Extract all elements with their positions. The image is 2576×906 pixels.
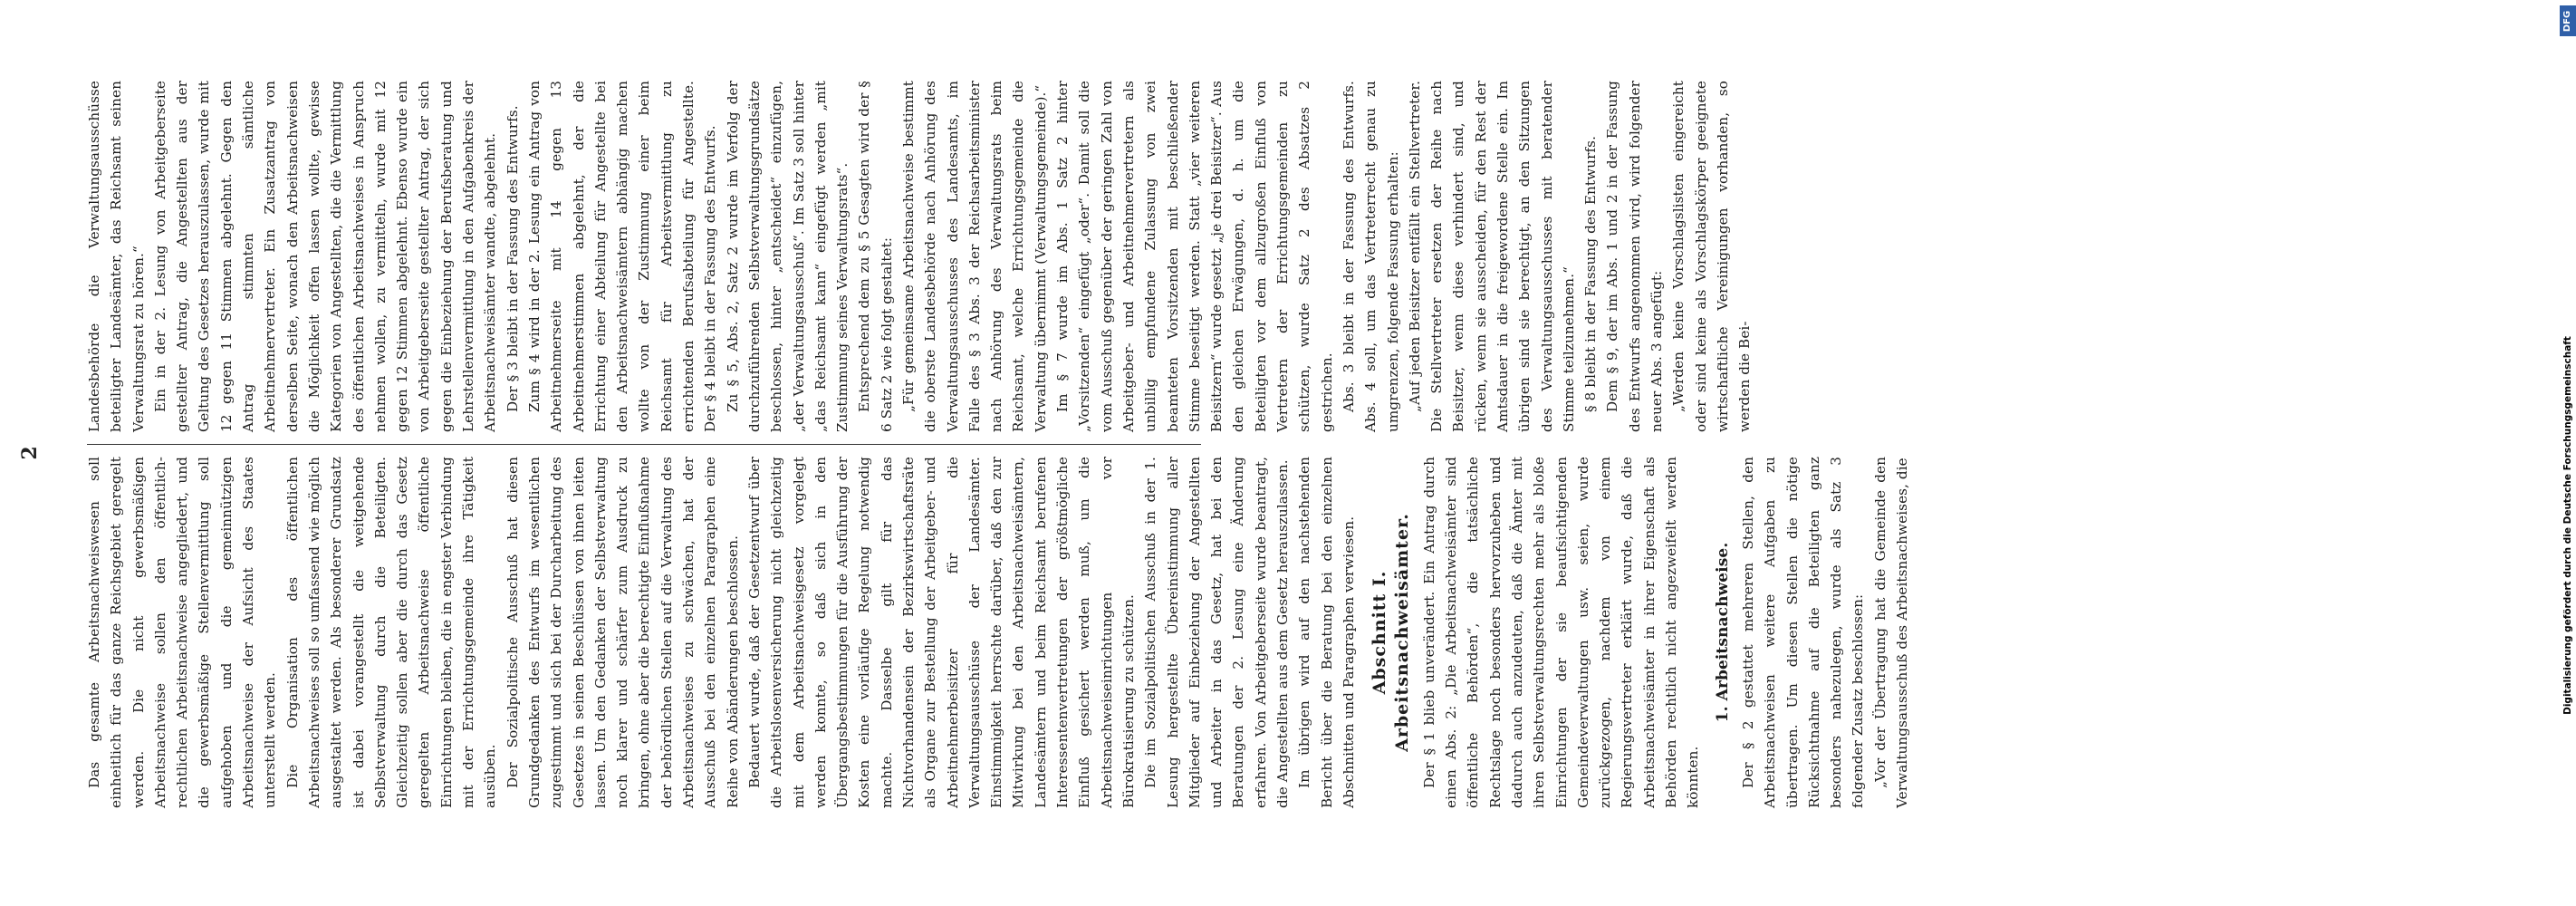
digitization-credit: Digitalisierung gefördert durch die Deutsche Forschungsgemeinschaft xyxy=(2562,336,2573,715)
left-subsection-body xyxy=(1737,457,1913,808)
right-column xyxy=(83,81,1756,432)
paragraph: Das gesamte Arbeitsnachweiswesen soll einheitlich für das ganze Reichsgebiet geregelt werden. Die nicht gewerbsmäßigen Arbeitsnachweise sollen den öffentlich-rechtlichen Arbeitsnachweise angegliedert, und die gewerbsmäßige Stellenvermittlung soll aufgehoben und die gemeinnützigen Arbeitsnachweise der Aufsicht des Staates unterstellt werden. xyxy=(86,457,279,808)
paragraph: Der Sozialpolitische Ausschuß hat diesen Grundgedanken des Entwurfs im wesentlichen zugestimmt und sich bei der Durcharbeitung des Gesetzes in seinen Beschlüssen von ihnen leiten lassen. Um den Gedanken der Selbstverwaltung noch klarer und schärfer zum Ausdruck zu bringen, ohne aber die berechtigte Einflußnahme der behördlichen Stellen auf die Verwaltung des Arbeitsnachweises zu schwächen, hat der Ausschuß bei den einzelnen Paragraphen eine Reihe von Abänderungen beschlossen. xyxy=(504,457,741,808)
paragraph: Im § 7 wurde im Abs. 1 Satz 2 hinter „Vorsitzenden“ eingefügt „oder“. Damit soll die vom Ausschuß gegenüber der geringen Zahl von Arbeitgeber- und Arbeitnehmervertretern als unbillig empfundene Zulassung von zwei beamteten Vorsitzenden mit beschließender Stimme beseitigt werden. Statt „vier weiteren Beisitzern“ wurde gesetzt „je drei Beisitzer“. Aus den gleichen Erwägungen, d. h. um die Beteiligten vor dem allzugroßen Einfluß von Vertretern der Errichtungsgemeinden zu schützen, wurde Satz 2 des Absatzes 2 gestrichen. xyxy=(1054,81,1335,432)
paragraph: Landesbehörde die Verwaltungsausschüsse beteiligter Landesämter, das Reichsamt seinen Verwaltungsrat zu hören.“ xyxy=(86,81,147,432)
paragraph: Die im Sozialpolitischen Ausschuß in der 1. Lesung hergestellte Übereinstimmung aller Mitglieder auf Einbeziehung der Angestellten und Arbeiter in das Gesetz, hat bei den Beratungen der 2. Lesung eine Änderung erfahren. Von Arbeitgeberseite wurde beantragt, die Angestellten aus dem Gesetz herauszulassen. xyxy=(1142,457,1292,808)
left-intro xyxy=(83,457,1360,808)
paragraph: Die Organisation des öffentlichen Arbeitsnachweises soll so umfassend wie möglich ausgestaltet werden. Als besonderer Grundsatz ist dabei vorangestellt die weitgehende Selbstverwaltung durch die Beteiligten. Gleichzeitig sollen aber die durch das Gesetz geregelten Arbeitsnachweise öffentliche Einrichtungen bleiben, die in engster Verbindung mit der Errichtungsgemeinde ihre Tätigkeit ausüben. xyxy=(284,457,499,808)
paragraph: Entsprechend dem zu § 5 Gesagten wird der § 6 Satz 2 wie folgt gestaltet: xyxy=(856,81,895,432)
right-column-body xyxy=(83,81,1756,432)
paragraph: Im übrigen wird auf den nachstehenden Bericht über die Beratung bei den einzelnen Abschnitten und Paragraphen verwiesen. xyxy=(1296,457,1357,808)
paragraph: Abs. 3 bleibt in der Fassung des Entwurfs. Abs. 4 soll, um das Vertreterrecht genau zu umgrenzen, folgende Fassung erhalten: xyxy=(1340,81,1401,432)
paragraph: „Für gemeinsame Arbeitsnachweise bestimmt die oberste Landesbehörde nach Anhörung des Verwaltungsausschusses des Landesamts, im Falle des § 3 Abs. 3 der Reichsarbeitsminister nach Anhörung des Verwaltungsrats beim Reichsamt, welche Errichtungsgemeinde die Verwaltung übernimmt (Verwaltungsgemeinde).“ xyxy=(899,81,1049,432)
paragraph: Zu § 5, Abs. 2, Satz 2 wurde im Verfolg der durchzuführenden Selbstverwaltungsgrundsätze beschlossen, hinter „entscheidet“ einzufügen, „der Verwaltungsausschuß“. Im Satz 3 soll hinter „das Reichsamt kann“ eingefügt werden „mit Zustimmung seines Verwaltungsrats“. xyxy=(724,81,851,432)
paragraph: „Auf jeden Beisitzer entfällt ein Stellvertreter. Die Stellvertreter ersetzen der Reihe nach Beisitzer, wenn diese verhindert sind, und rücken, wenn sie ausscheiden, für den Rest der Amtsdauer in die freigewordene Stelle ein. Im übrigen sind sie berechtigt, an den Sitzungen des Verwaltungsausschusses mit beratender Stimme teilzunehmen.“ xyxy=(1406,81,1577,432)
subsection-heading: 1. Arbeitsnachweise. xyxy=(1713,542,1732,723)
paragraph: Dem § 9, der im Abs. 1 und 2 in der Fassung des Entwurfs angenommen wird, wird folgender neuer Abs. 3 angefügt: xyxy=(1604,81,1666,432)
dfg-logo-icon xyxy=(2560,5,2576,36)
paragraph: „Vor der Übertragung hat die Gemeinde den Verwaltungsausschuß des Arbeitsnachweises, die xyxy=(1871,457,1911,808)
paragraph: Bedauert wurde, daß der Gesetzentwurf über die Arbeitslosenversicherung nicht gleichzeitig mit dem Arbeitsnachweisgesetz vorgelegt werden konnte, so daß sich in den Übergangsbestimmungen für die Ausführung der Kosten eine vorläufige Regelung notwendig machte. Dasselbe gilt für das Nichtvorhandensein der Bezirkswirtschaftsräte als Organe zur Bestellung der Arbeitgeber- und Arbeitnehmerbeisitzer für die Verwaltungsausschüsse der Landesämter. Einstimmigkeit herrschte darüber, daß den zur Mitwirkung bei den Arbeitsnachweisämtern, Landesämtern und beim Reichsamt berufenen Interessentenvertretungen der größtmögliche Einfluß gesichert werden muß, um die Arbeitsnachweiseinrichtungen vor Bürokratisierung zu schützen. xyxy=(745,457,1137,808)
section-heading: Abschnitt I. Arbeitsnachweisämter. xyxy=(1370,513,1412,752)
paragraph: Der § 3 bleibt in der Fassung des Entwurfs. xyxy=(504,105,521,412)
paragraph: § 8 bleibt in der Fassung des Entwurfs. xyxy=(1582,135,1600,412)
left-section-body xyxy=(1418,457,1705,808)
paragraph: Der § 1 blieb unverändert. Ein Antrag durch einen Abs. 2: „Die Arbeitsnachweisämter sind öffentliche Behörden“, die tatsächliche Rechtslage noch besonders hervorzuheben und dadurch auch anzudeuten, daß die Ämter mit ihren Selbstverwaltungsrechten mehr als bloße Einrichtungen der sie beaufsichtigenden Gemeindeverwaltungen usw. seien, wurde zurückgezogen, nachdem von einem Regierungsvertreter erklärt wurde, daß die Arbeitsnachweisämter in ihrer Eigenschaft als Behörden rechtlich nicht angezweifelt werden könnten. xyxy=(1420,457,1702,808)
page-number: 2 xyxy=(18,446,42,460)
column-divider xyxy=(87,444,1201,445)
paragraph: Ein in der 2. Lesung von Arbeitgeberseite gestellter Antrag, die Angestellten aus der Geltung des Gesetzes herauszulassen, wurde mit 12 gegen 11 Stimmen abgelehnt. Gegen den Antrag stimmten sämtliche Arbeitnehmervertreter. Ein Zusatzantrag von derselben Seite, wonach den Arbeitsnachweisen die Möglichkeit offen lassen wollte, gewisse Kategorien von Angestellten, die die Vermittlung des öffentlichen Arbeitsnachweises in Anspruch nehmen wollen, zu vermitteln, wurde mit 12 gegen 12 Stimmen abgelehnt. Ebenso wurde ein von Arbeitgeberseite gestellter Antrag, der sich gegen die Einbeziehung der Berufsberatung und Lehrstellenvermittlung in den Aufgabenkreis der Arbeitsnachweisämter wandte, abgelehnt. xyxy=(151,81,499,432)
paragraph: Der § 2 gestattet mehreren Stellen, den Arbeitsnachweisen weitere Aufgaben zu übertragen. Um diesen Stellen die nötige Rücksichtnahme auf die Beteiligten ganz besonders nahezulegen, wurde als Satz 3 folgender Zusatz beschlossen: xyxy=(1739,457,1867,808)
paragraph: Zum § 4 wird in der 2. Lesung ein Antrag von Arbeitnehmerseite mit 14 gegen 13 Arbeitnehmerstimmen abgelehnt, der die Errichtung einer Abteilung für Angestellte bei den Arbeitsnachweisämtern abhängig machen wollte von der Zustimmung einer beim Reichsamt für Arbeitsvermittlung zu errichtenden Berufsabteilung für Angestellte. Der § 4 bleibt in der Fassung des Entwurfs. xyxy=(525,81,719,432)
paragraph: „Werden keine Vorschlagslisten eingereicht oder sind keine als Vorschlagskörper geeignete wirtschaftliche Vereinigungen vorhanden, so werden die Bei- xyxy=(1670,81,1754,432)
dfg-logo-text: DFG xyxy=(2562,10,2573,32)
left-column xyxy=(83,457,1913,808)
